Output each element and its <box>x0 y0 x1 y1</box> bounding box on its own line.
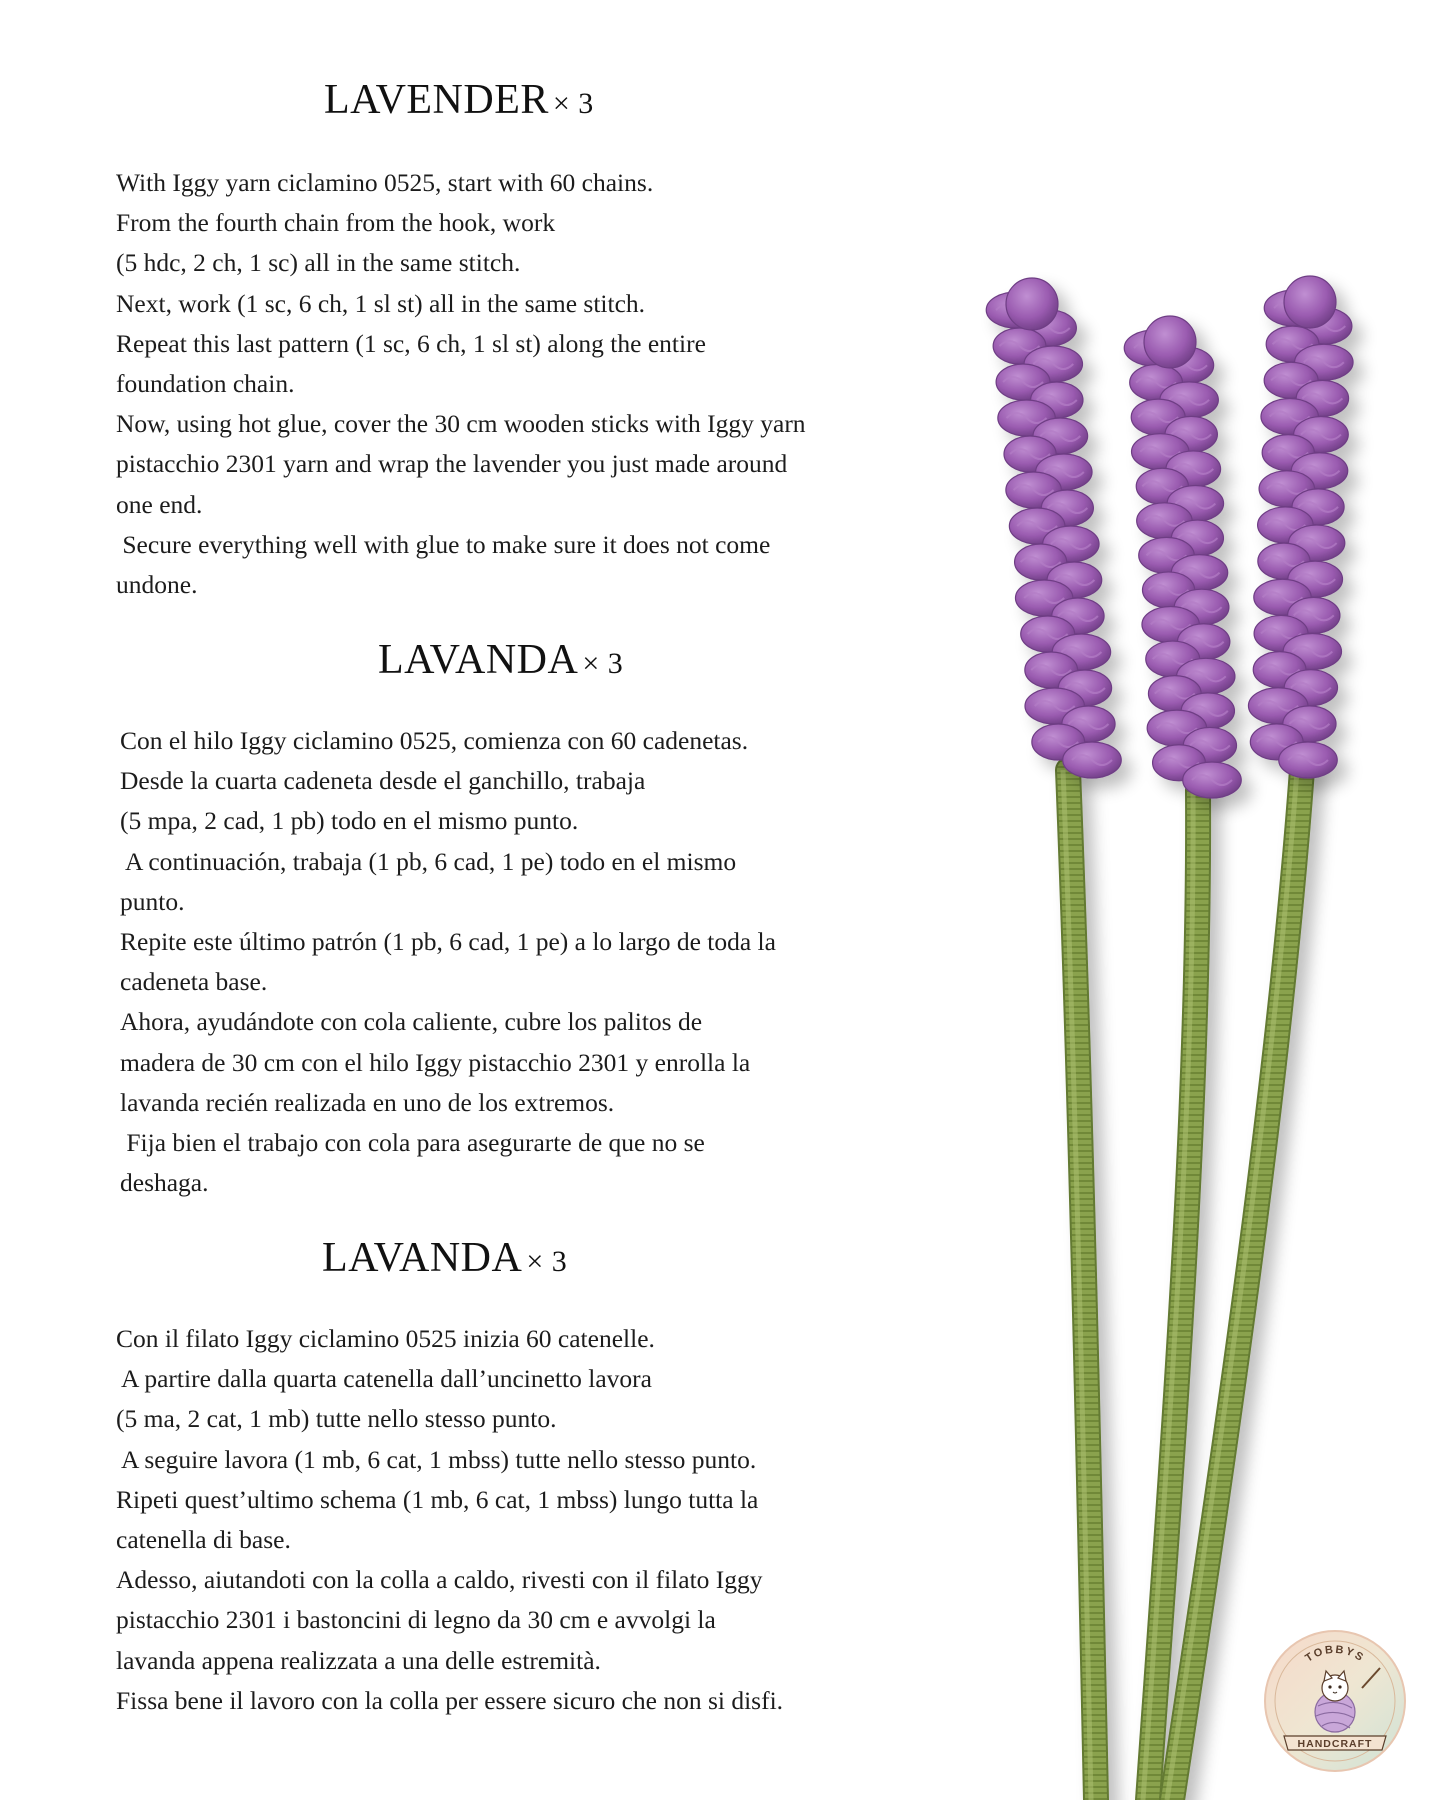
flower-middle <box>1124 316 1241 798</box>
instruction-line: pistacchio 2301 yarn and wrap the lavender you just made around <box>116 449 788 479</box>
heading-spanish <box>378 636 627 684</box>
heading-italian <box>322 1234 571 1282</box>
flower-tip <box>1284 276 1336 328</box>
instructions-italian <box>116 1319 783 1721</box>
heading-english-multiplier: × 3 <box>552 87 594 120</box>
lavender-flower-heads <box>986 276 1353 798</box>
instructions-spanish <box>120 721 776 1203</box>
instruction-line: Adesso, aiutandoti con la colla a caldo, rivesti con il filato Iggy <box>116 1565 763 1595</box>
instruction-line: cadeneta base. <box>120 967 268 997</box>
flower-tip <box>1144 316 1196 368</box>
instruction-line: From the fourth chain from the hook, work <box>116 208 556 238</box>
flower-right <box>1248 276 1353 778</box>
instruction-line: A continuación, trabaja (1 pb, 6 cad, 1 pe) todo en el mismo <box>120 846 737 876</box>
instruction-line: Secure everything well with glue to make sure it does not come <box>116 529 771 559</box>
instruction-line: pistacchio 2301 i bastoncini di legno da 30 cm e avvolgi la <box>116 1605 716 1635</box>
logo-top-text: TOBBYS <box>1303 1643 1367 1665</box>
instruction-line: one end. <box>116 489 203 519</box>
instruction-line: Fija bien el trabajo con cola para asegurarte de que no se <box>120 1128 705 1158</box>
instructions-english <box>116 163 806 605</box>
instruction-line: Desde la cuarta cadeneta desde el ganchillo, trabaja <box>120 766 646 796</box>
instruction-line: deshaga. <box>120 1168 209 1198</box>
heading-spanish-multiplier: × 3 <box>582 647 624 680</box>
instruction-line: Ripeti quest’ultimo schema (1 mb, 6 cat, 1 mbss) lungo tutta la <box>116 1484 759 1514</box>
tobbys-handcraft-logo <box>1262 1628 1408 1774</box>
instruction-line: With Iggy yarn ciclamino 0525, start with 60 chains. <box>116 168 654 197</box>
logo-banner-text: HANDCRAFT <box>1297 1738 1373 1750</box>
instruction-line: A seguire lavora (1 mb, 6 cat, 1 mbss) tutte nello stesso punto. <box>116 1444 757 1474</box>
heading-spanish-title: LAVANDA <box>378 637 579 683</box>
instruction-line: lavanda recién realizada en uno de los extremos. <box>120 1087 615 1117</box>
instruction-line: Repite este último patrón (1 pb, 6 cad, 1 pe) a lo largo de toda la <box>120 927 776 957</box>
instruction-line: Now, using hot glue, cover the 30 cm wooden sticks with Iggy yarn <box>116 409 806 439</box>
instruction-line: Fissa bene il lavoro con la colla per essere sicuro che non si disfi. <box>116 1685 784 1715</box>
instruction-line: Next, work (1 sc, 6 ch, 1 sl st) all in the same stitch. <box>116 288 646 318</box>
instruction-line: undone. <box>116 570 198 600</box>
instruction-line: Repeat this last pattern (1 sc, 6 ch, 1 sl st) along the entire <box>116 328 706 358</box>
instruction-line: foundation chain. <box>116 369 295 399</box>
instruction-line: Ahora, ayudándote con cola caliente, cubre los palitos de <box>120 1007 703 1037</box>
flower-left <box>986 278 1121 778</box>
heading-english <box>324 76 598 124</box>
instruction-line: punto. <box>120 886 185 916</box>
instruction-line: (5 mpa, 2 cad, 1 pb) todo en el mismo punto. <box>120 806 579 836</box>
instruction-line: A partire dalla quarta catenella dall’uncinetto lavora <box>116 1364 652 1394</box>
instruction-line: Con il filato Iggy ciclamino 0525 inizia 60 catenelle. <box>116 1324 655 1353</box>
instruction-line: Con el hilo Iggy ciclamino 0525, comienza con 60 cadenetas. <box>120 726 749 755</box>
crochet-lavender-illustration <box>980 270 1440 1800</box>
instruction-line: (5 hdc, 2 ch, 1 sc) all in the same stitch. <box>116 248 521 278</box>
flower-tip <box>1006 278 1058 330</box>
instruction-line: madera de 30 cm con el hilo Iggy pistacchio 2301 y enrolla la <box>120 1047 751 1077</box>
instruction-line: lavanda appena realizzata a una delle estremità. <box>116 1645 601 1675</box>
heading-italian-title: LAVANDA <box>322 1235 523 1281</box>
instruction-line: (5 ma, 2 cat, 1 mb) tutte nello stesso punto. <box>116 1404 557 1434</box>
heading-italian-multiplier: × 3 <box>526 1245 568 1278</box>
instruction-line: catenella di base. <box>116 1525 291 1555</box>
heading-english-title: LAVENDER <box>324 77 549 123</box>
